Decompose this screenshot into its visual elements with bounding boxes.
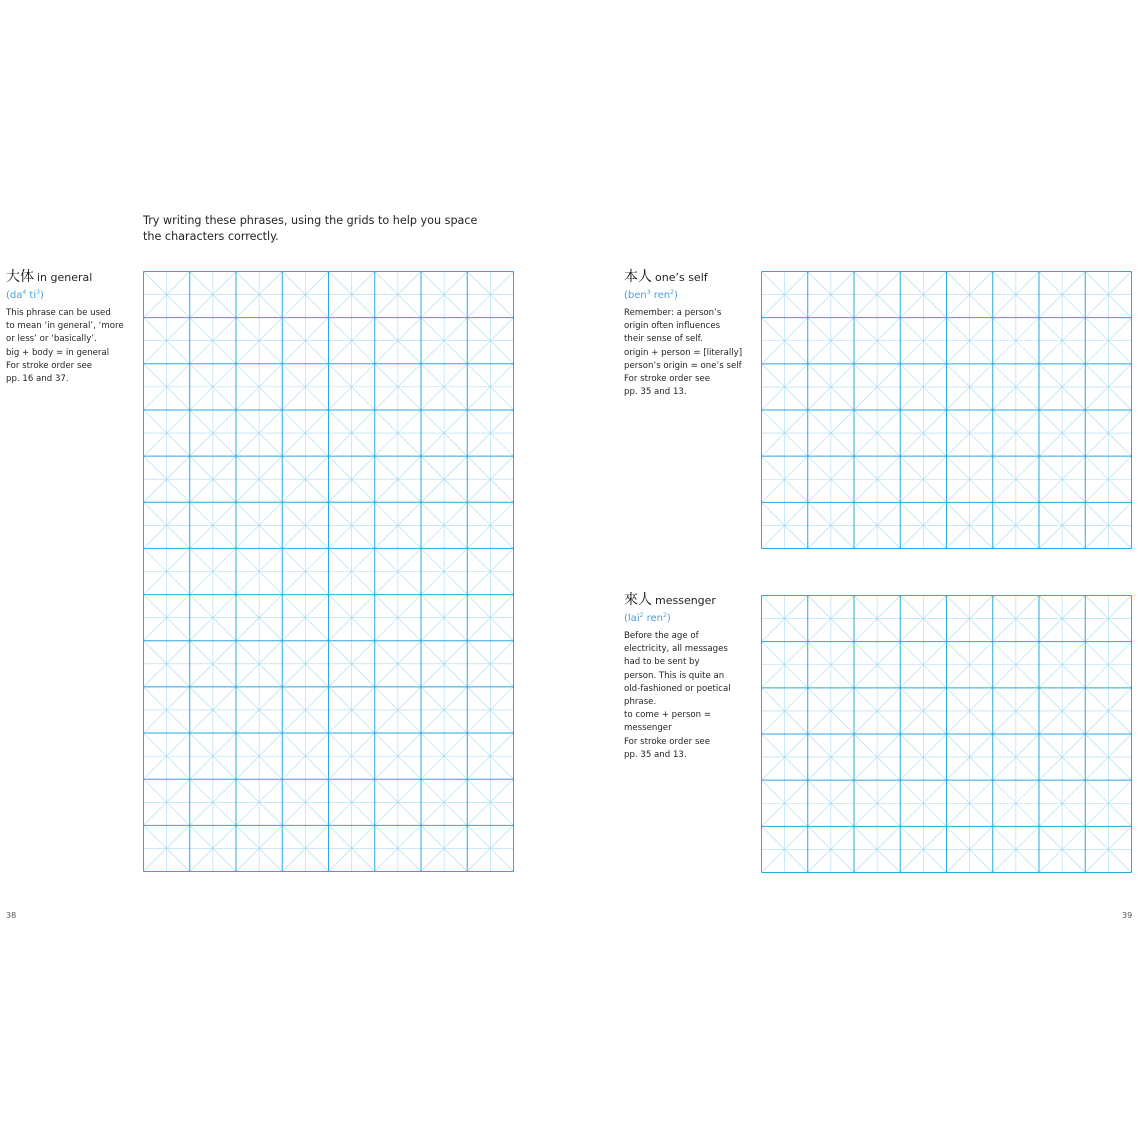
grid-cell[interactable] (1039, 410, 1085, 456)
grid-cell[interactable] (282, 825, 328, 871)
grid-cell[interactable] (282, 548, 328, 594)
grid-cell[interactable] (900, 410, 946, 456)
grid-cell[interactable] (854, 410, 900, 456)
grid-cell[interactable] (467, 779, 513, 825)
grid-cell[interactable] (993, 642, 1039, 688)
grid-cell[interactable] (375, 410, 421, 456)
grid-cell[interactable] (421, 641, 467, 687)
grid-cell[interactable] (762, 780, 808, 826)
grid-cell[interactable] (947, 318, 993, 364)
grid-cell[interactable] (144, 779, 190, 825)
grid-cell[interactable] (329, 687, 375, 733)
grid-cell[interactable] (190, 364, 236, 410)
grid-cell[interactable] (993, 734, 1039, 780)
grid-cell[interactable] (808, 410, 854, 456)
chinese-characters: 來人 (624, 592, 652, 608)
grid-cell[interactable] (282, 595, 328, 641)
grid-cell[interactable] (1085, 456, 1131, 502)
grid-cell[interactable] (282, 456, 328, 502)
grid-cell[interactable] (236, 502, 282, 548)
phrase-entry-lairen (624, 592, 746, 762)
grid-cell[interactable] (1039, 596, 1085, 642)
grid-cell[interactable] (329, 502, 375, 548)
grid-cell[interactable] (421, 364, 467, 410)
grid-cell[interactable] (467, 456, 513, 502)
grid-cell[interactable] (854, 826, 900, 872)
grid-cell[interactable] (144, 687, 190, 733)
grid-cell[interactable] (900, 596, 946, 642)
english-gloss: in general (37, 271, 93, 284)
headword (6, 269, 128, 286)
grid-cell[interactable] (947, 456, 993, 502)
grid-cell[interactable] (236, 410, 282, 456)
grid-cell[interactable] (144, 364, 190, 410)
grid-cell[interactable] (144, 456, 190, 502)
grid-cell[interactable] (854, 364, 900, 410)
grid-cell[interactable] (947, 780, 993, 826)
grid-cell[interactable] (762, 456, 808, 502)
instructions-text: Try writing these phrases, using the grids to help you space the characters correctly. (143, 214, 478, 243)
grid-cell[interactable] (144, 641, 190, 687)
grid-cell[interactable] (190, 779, 236, 825)
grid-cell[interactable] (900, 826, 946, 872)
grid-cell[interactable] (190, 502, 236, 548)
grid-cell[interactable] (282, 410, 328, 456)
grid-cell[interactable] (808, 826, 854, 872)
writing-practice-grid-left[interactable] (143, 271, 514, 872)
headword (624, 269, 746, 286)
grid-cell[interactable] (1085, 642, 1131, 688)
grid-cell[interactable] (190, 548, 236, 594)
grid-cell[interactable] (808, 502, 854, 548)
grid-cell[interactable] (144, 272, 190, 318)
grid-cell[interactable] (900, 734, 946, 780)
grid-cell[interactable] (421, 733, 467, 779)
grid-cell[interactable] (329, 364, 375, 410)
grid-cell[interactable] (329, 779, 375, 825)
grid-cell[interactable] (467, 410, 513, 456)
grid-cell[interactable] (947, 734, 993, 780)
grid-cell[interactable] (993, 364, 1039, 410)
grid-cell[interactable] (329, 825, 375, 871)
grid-cell[interactable] (1085, 318, 1131, 364)
grid-cell[interactable] (329, 595, 375, 641)
grid-cell[interactable] (1085, 502, 1131, 548)
grid-cell[interactable] (467, 825, 513, 871)
grid-cell[interactable] (236, 318, 282, 364)
grid-cell[interactable] (144, 595, 190, 641)
grid-cell[interactable] (854, 734, 900, 780)
phrase-entry-dati (6, 269, 128, 386)
grid-cell[interactable] (236, 733, 282, 779)
grid-cell[interactable] (236, 825, 282, 871)
grid-cell[interactable] (808, 318, 854, 364)
grid-cell[interactable] (762, 272, 808, 318)
grid-cell[interactable] (854, 596, 900, 642)
grid-cell[interactable] (421, 779, 467, 825)
grid-cell[interactable] (762, 318, 808, 364)
pinyin: ($da^4$ $ti^3$) (6, 289, 44, 301)
grid-cell[interactable] (190, 733, 236, 779)
grid-cell[interactable] (236, 456, 282, 502)
chinese-characters: 本人 (624, 269, 652, 285)
grid-cell[interactable] (993, 502, 1039, 548)
grid-cell[interactable] (282, 364, 328, 410)
grid-cell[interactable] (1039, 688, 1085, 734)
grid-cell[interactable] (762, 642, 808, 688)
grid-cell[interactable] (421, 548, 467, 594)
grid-cell[interactable] (467, 687, 513, 733)
grid-cell[interactable] (1039, 502, 1085, 548)
grid-cell[interactable] (467, 733, 513, 779)
grid-cell[interactable] (375, 364, 421, 410)
grid-cell[interactable] (854, 318, 900, 364)
grid-cell[interactable] (993, 596, 1039, 642)
grid-cell[interactable] (375, 779, 421, 825)
grid-cell[interactable] (421, 318, 467, 364)
grid-cell[interactable] (421, 272, 467, 318)
grid-cell[interactable] (1085, 688, 1131, 734)
phrase-description: This phrase can be used to mean ‘in general’, ‘more or less’ or ‘basically’. big + body = in general For stroke order see pp. 16 and 37. (6, 308, 124, 385)
headword (624, 592, 746, 609)
grid-cell[interactable] (467, 502, 513, 548)
grid-cell[interactable] (1039, 364, 1085, 410)
grid-cell[interactable] (375, 687, 421, 733)
grid-cell[interactable] (1039, 780, 1085, 826)
grid-cell[interactable] (421, 502, 467, 548)
grid-cell[interactable] (329, 733, 375, 779)
grid-cell[interactable] (993, 780, 1039, 826)
writing-practice-grid-bottom-right[interactable] (761, 595, 1132, 873)
grid-cell[interactable] (762, 688, 808, 734)
grid-cell[interactable] (467, 641, 513, 687)
grid-cell[interactable] (329, 641, 375, 687)
phrase-description: Remember: a person’s origin often influences their sense of self. origin + person = [literally] person’s origin = one’s self For stroke order see pp. 35 and 13. (624, 308, 743, 398)
grid-cell[interactable] (808, 272, 854, 318)
grid-cell[interactable] (762, 734, 808, 780)
grid-cell[interactable] (808, 780, 854, 826)
grid-cell[interactable] (1085, 734, 1131, 780)
grid-cell[interactable] (947, 826, 993, 872)
grid-cell[interactable] (993, 456, 1039, 502)
grid-cell[interactable] (190, 318, 236, 364)
grid-cell[interactable] (993, 272, 1039, 318)
grid-cell[interactable] (467, 548, 513, 594)
grid-cell[interactable] (375, 595, 421, 641)
grid-cell[interactable] (421, 410, 467, 456)
grid-cell[interactable] (947, 410, 993, 456)
chinese-characters: 大体 (6, 269, 34, 285)
grid-cell[interactable] (1085, 410, 1131, 456)
grid-cell[interactable] (144, 502, 190, 548)
grid-cell[interactable] (947, 596, 993, 642)
grid-cell[interactable] (1039, 272, 1085, 318)
page-number-right: 39 (1122, 911, 1133, 920)
pinyin: (ben$^3$ ren$^2$) (624, 289, 678, 301)
grid-cell[interactable] (329, 272, 375, 318)
grid-cell[interactable] (900, 318, 946, 364)
grid-cell[interactable] (236, 272, 282, 318)
grid-cell[interactable] (190, 272, 236, 318)
grid-cell[interactable] (808, 456, 854, 502)
grid-cell[interactable] (329, 456, 375, 502)
grid-cell[interactable] (375, 272, 421, 318)
grid-cell[interactable] (282, 502, 328, 548)
grid-cell[interactable] (467, 364, 513, 410)
grid-cell[interactable] (1039, 318, 1085, 364)
grid-cell[interactable] (762, 596, 808, 642)
grid-cell[interactable] (808, 364, 854, 410)
grid-cell[interactable] (421, 456, 467, 502)
grid-cell[interactable] (375, 502, 421, 548)
grid-cell[interactable] (1039, 456, 1085, 502)
grid-cell[interactable] (467, 272, 513, 318)
grid-cell[interactable] (762, 364, 808, 410)
grid-cell[interactable] (375, 733, 421, 779)
grid-cell[interactable] (762, 502, 808, 548)
grid-cell[interactable] (190, 595, 236, 641)
grid-cell[interactable] (329, 548, 375, 594)
grid-cell[interactable] (900, 502, 946, 548)
grid-cell[interactable] (993, 826, 1039, 872)
grid-cell[interactable] (144, 318, 190, 364)
grid-cell[interactable] (947, 272, 993, 318)
grid-cell[interactable] (808, 734, 854, 780)
grid-cell[interactable] (190, 641, 236, 687)
writing-practice-grid-top-right[interactable] (761, 271, 1132, 549)
grid-cell[interactable] (1085, 272, 1131, 318)
grid-cell[interactable] (190, 687, 236, 733)
grid-cell[interactable] (1085, 364, 1131, 410)
page-number-left: 38 (6, 911, 17, 920)
grid-cell[interactable] (947, 364, 993, 410)
grid-cell[interactable] (236, 548, 282, 594)
grid-cell[interactable] (236, 364, 282, 410)
grid-cell[interactable] (421, 825, 467, 871)
grid-cell[interactable] (282, 687, 328, 733)
grid-cell[interactable] (236, 779, 282, 825)
grid-cell[interactable] (808, 642, 854, 688)
grid-cell[interactable] (947, 642, 993, 688)
grid-cell[interactable] (1085, 780, 1131, 826)
grid-cell[interactable] (329, 318, 375, 364)
grid-cell[interactable] (900, 642, 946, 688)
grid-cell[interactable] (900, 456, 946, 502)
grid-cell[interactable] (190, 456, 236, 502)
grid-cell[interactable] (375, 318, 421, 364)
grid-cell[interactable] (947, 502, 993, 548)
grid-cell[interactable] (144, 733, 190, 779)
grid-cell[interactable] (467, 318, 513, 364)
grid-cell[interactable] (190, 825, 236, 871)
pinyin: (lai$^2$ ren$^2$) (624, 612, 671, 624)
grid-cell[interactable] (1039, 826, 1085, 872)
grid-cell[interactable] (854, 272, 900, 318)
grid-cell[interactable] (900, 688, 946, 734)
grid-cell[interactable] (421, 595, 467, 641)
grid-cell[interactable] (144, 825, 190, 871)
grid-cell[interactable] (808, 688, 854, 734)
grid-cell[interactable] (467, 595, 513, 641)
grid-cell[interactable] (854, 780, 900, 826)
grid-cell[interactable] (421, 687, 467, 733)
grid-cell[interactable] (854, 642, 900, 688)
grid-cell[interactable] (1039, 642, 1085, 688)
grid-cell[interactable] (762, 826, 808, 872)
grid-cell[interactable] (854, 502, 900, 548)
grid-cell[interactable] (854, 688, 900, 734)
grid-cell[interactable] (900, 780, 946, 826)
grid-cell[interactable] (282, 318, 328, 364)
grid-cell[interactable] (282, 779, 328, 825)
grid-cell[interactable] (375, 825, 421, 871)
grid-cell[interactable] (808, 596, 854, 642)
phrase-description: Before the age of electricity, all messages had to be sent by person. This is quite an old-fashioned or poetical phrase. to come + person = messenger For stroke order see pp. 35 and 13. (624, 631, 731, 760)
grid-cell[interactable] (144, 548, 190, 594)
grid-cell[interactable] (190, 410, 236, 456)
english-gloss: messenger (655, 594, 716, 607)
grid-cell[interactable] (375, 641, 421, 687)
grid-cell[interactable] (1039, 734, 1085, 780)
grid-cell[interactable] (375, 456, 421, 502)
grid-cell[interactable] (993, 410, 1039, 456)
grid-cell[interactable] (993, 688, 1039, 734)
grid-cell[interactable] (854, 456, 900, 502)
grid-cell[interactable] (236, 641, 282, 687)
grid-cell[interactable] (900, 364, 946, 410)
grid-cell[interactable] (236, 687, 282, 733)
grid-cell[interactable] (282, 733, 328, 779)
grid-cell[interactable] (947, 688, 993, 734)
grid-cell[interactable] (144, 410, 190, 456)
phrase-entry-benren (624, 269, 746, 399)
grid-cell[interactable] (282, 272, 328, 318)
grid-cell[interactable] (329, 410, 375, 456)
grid-cell[interactable] (375, 548, 421, 594)
grid-cell[interactable] (900, 272, 946, 318)
grid-cell[interactable] (1085, 596, 1131, 642)
grid-cell[interactable] (1085, 826, 1131, 872)
grid-cell[interactable] (236, 595, 282, 641)
grid-cell[interactable] (762, 410, 808, 456)
english-gloss: one’s self (655, 271, 708, 284)
grid-cell[interactable] (282, 641, 328, 687)
grid-cell[interactable] (993, 318, 1039, 364)
